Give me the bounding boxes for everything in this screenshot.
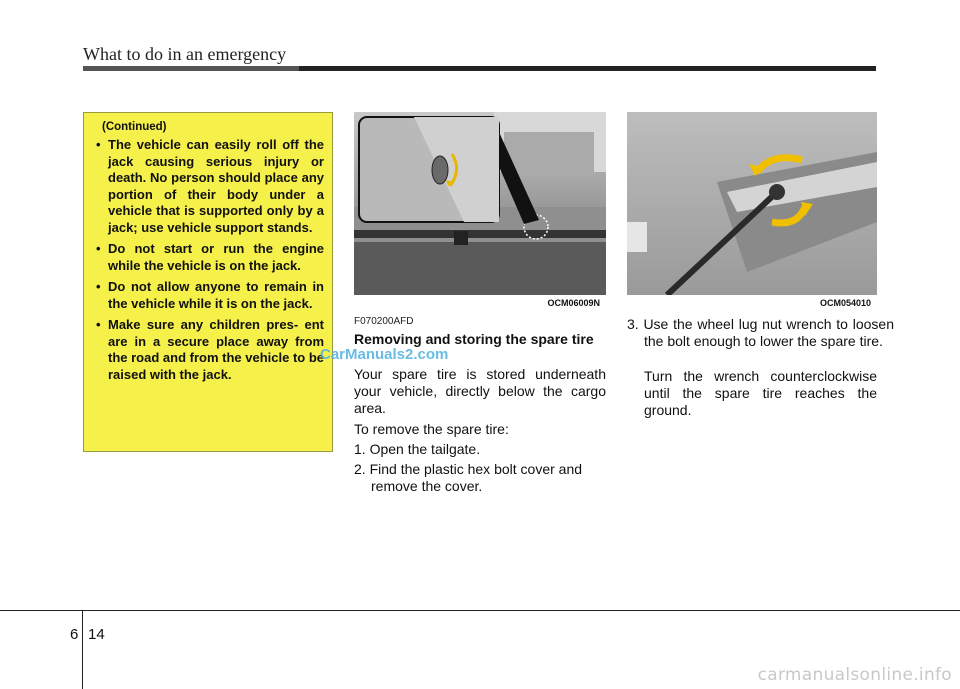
figure-code-label: OCM054010 xyxy=(819,298,871,308)
warning-item: • Make sure any children pres- ent are in a secure place away from the road and from the vehicle to be raised with the jack. xyxy=(92,317,324,383)
warning-item: • The vehicle can easily roll off the jack causing serious injury or death. No person should place any portion of their body under a vehicle that is supported only by a jack; use vehicle support stands. xyxy=(92,137,324,236)
footer-rule xyxy=(0,610,960,611)
figure-code-label: OCM06009N xyxy=(547,298,600,308)
watermark: CarManuals2.com xyxy=(320,346,449,363)
cargo-area-illustration xyxy=(354,112,606,310)
header-rule-accent xyxy=(83,66,299,71)
section-title: Removing and storing the spare tire xyxy=(354,331,594,347)
intro-paragraph: Your spare tire is stored underneath your vehicle, directly below the cargo area. xyxy=(354,366,606,416)
section-number: 6 xyxy=(70,626,79,643)
figure-wrench xyxy=(627,112,877,310)
site-watermark: carmanualsonline.info xyxy=(757,665,952,685)
wrench-illustration xyxy=(627,112,877,310)
warning-item: • Do not allow anyone to remain in the vehicle while it is on the jack. xyxy=(92,279,324,312)
section-code: F070200AFD xyxy=(354,316,414,327)
warning-continued-label: (Continued) xyxy=(102,121,167,133)
warning-list xyxy=(92,137,324,383)
page-header-title: What to do in an emergency xyxy=(83,44,287,64)
step-3-note: Turn the wrench counterclockwise until the spare tire reaches the ground. xyxy=(644,368,877,418)
footer-divider xyxy=(82,610,83,689)
figure-cargo-area xyxy=(354,112,606,310)
warning-box xyxy=(83,112,333,452)
step-2: 2. Find the plastic hex bolt cover and remove the cover. xyxy=(354,461,583,494)
page-number: 14 xyxy=(88,626,105,643)
to-remove-label: To remove the spare tire: xyxy=(354,421,509,437)
step-1: 1. Open the tailgate. xyxy=(354,441,481,457)
step-3: 3. Use the wheel lug nut wrench to loosen the bolt enough to lower the spare tire. xyxy=(627,316,894,349)
warning-item: • Do not start or run the engine while the vehicle is on the jack. xyxy=(92,241,324,274)
